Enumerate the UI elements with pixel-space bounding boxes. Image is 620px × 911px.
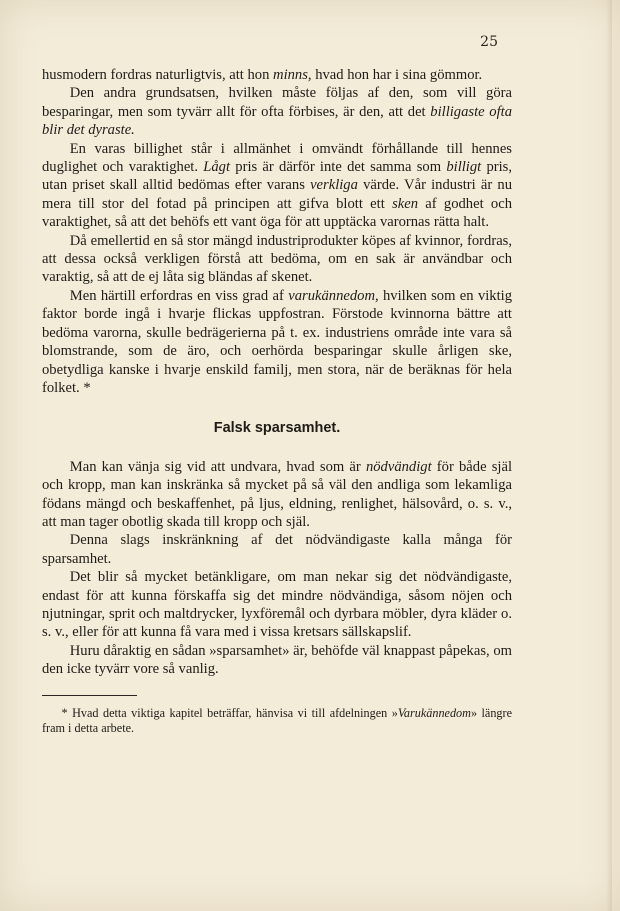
footnote-text-a: * Hvad detta viktiga kapitel beträffar, hänvisa vi till afdelningen » <box>61 705 398 720</box>
footnote-text-b: » längre fram i detta arbete. <box>42 705 512 735</box>
p1-text-rest: hvad hon har i sina gömmor. <box>311 67 483 83</box>
p3-emphasis-4: sken <box>392 195 418 212</box>
section-heading: Falsk sparsamhet. <box>213 420 341 437</box>
p5-text-a: Men härtill erfordras en viss grad af <box>69 287 289 304</box>
p1-emphasis: minns, <box>273 67 312 83</box>
s1-text-b: för både själ och kropp, man kan inskränka så mycket på så väl den andliga som lekamliga födans mängd och beskaffenhet, på ljus, eldning, renlighet, hälsovård, o. s. v., att man tager obotlig skada till kropp och själ. <box>42 458 513 530</box>
footnote-emphasis: Varukännedom <box>397 705 471 720</box>
p3-text-d: värde. Vår industri är nu mera till stor del fotad på principen att gifva blott ett <box>42 177 513 212</box>
body-text <box>42 66 512 736</box>
p3-emphasis-2: billigt <box>446 159 482 176</box>
paragraph-4: Då emellertid en så stor mängd industriprodukter köpes af kvinnor, fordras, att dessa också verkligen förstå att bedöma, om en sak är användbar och varaktig, så att de ej låta sig bländas af skenet. <box>42 232 512 286</box>
section-paragraph-2: Denna slags inskränkning af det nödvändigaste kalla många för sparsamhet. <box>42 532 512 567</box>
p3-text-a: En varas billighet står i allmänhet i omvändt förhållande till hennes duglighet och varaktighet. <box>42 140 512 176</box>
p3-emphasis-3: verkliga <box>310 177 358 194</box>
p2-emphasis: billigaste ofta blir det dyraste. <box>42 103 513 139</box>
section-paragraph-1 <box>42 458 512 532</box>
section-paragraph-4: Huru dåraktig en sådan »sparsamhet» är, behöfde väl knappast påpekas, om den icke tyvärr vore så vanlig. <box>42 642 512 678</box>
s1-emphasis: nödvändigt <box>365 458 432 475</box>
page-edge-shadow <box>606 0 612 911</box>
paragraph-5 <box>42 287 512 397</box>
p3-text-e: af godhet och varaktighet, så att det behöfs ett vant öga för att upptäcka varornas rätta halt. <box>42 195 512 231</box>
section-paragraph-3: Det blir så mycket betänkligare, om man nekar sig det nödvändigaste, endast för att kunna förskaffa sig det mindre nödvändiga, såsom nöjen och njutningar, sprit och maltdrycker, lyxföremål och dyrbara möbler, dyra kläder o. s. v., eller för att kunna få vara med i vissa kretsars sällskapslif. <box>42 569 512 641</box>
p3-text-b: pris är därför inte det samma som <box>230 159 447 176</box>
paragraph-3 <box>42 140 512 232</box>
paragraph-1 <box>42 66 512 84</box>
footnote-divider <box>42 695 137 696</box>
page-number: 25 <box>480 34 498 50</box>
footnote <box>42 706 512 736</box>
p1-text: husmodern fordras naturligtvis, att hon <box>42 67 274 83</box>
p5-text-b: hvilken som en viktig faktor borde ingå i hvarje flickas uppfostran. Förstode kvinnorna bättre att bedöma varorna, skulle bedrägerierna på t. ex. industriens område inte vara så blomstrande, som de äro, och oerhörda besparingar skulle årligen ske, obetydliga kanske i hvarje enskild familj, men stora, när de beräknas för hela folket. * <box>42 287 512 396</box>
p5-emphasis: varukännedom, <box>288 287 379 304</box>
paragraph-2 <box>42 84 512 139</box>
p3-emphasis-1: Lågt <box>203 159 231 176</box>
p2-text: Den andra grundsatsen, hvilken måste följas af den, som vill göra besparingar, men som tyvärr allt för ofta förbises, är den, att det <box>42 85 512 120</box>
s1-text-a: Man kan vänja sig vid att undvara, hvad som är <box>69 458 366 475</box>
p3-text-c: pris, utan priset skall alltid bedömas efter varans <box>42 159 513 194</box>
